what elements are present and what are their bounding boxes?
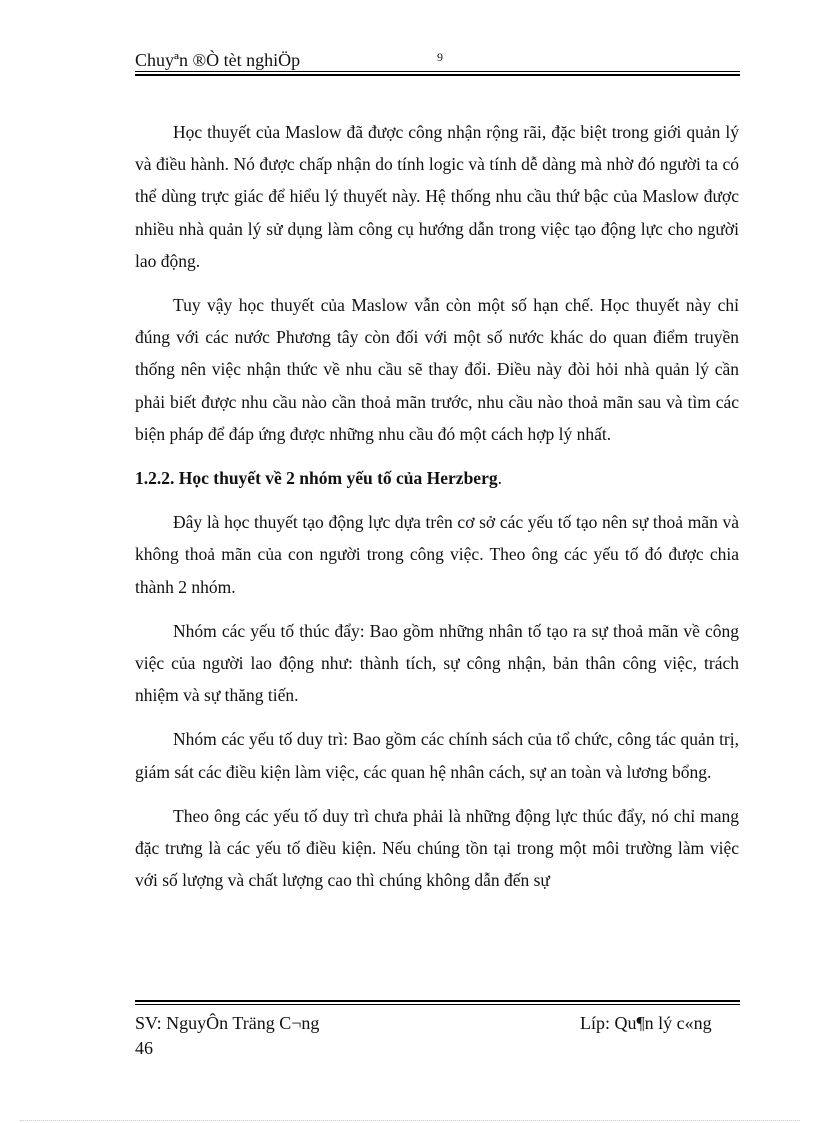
- footer-number: 46: [135, 1038, 153, 1058]
- footer-student: SV: NguyÔn Träng C¬ng: [135, 1013, 320, 1033]
- header-title: Chuyªn ®Ò tèt nghiÖp: [135, 50, 301, 70]
- header-rule-thick: [135, 74, 740, 76]
- section-heading: [135, 462, 739, 494]
- header-page-number: 9: [437, 50, 443, 64]
- section-heading-text: 1.2.2. Học thuyết về 2 nhóm yếu tố của Herzberg: [135, 468, 498, 489]
- paragraph-1: Học thuyết của Maslow đã được công nhận rộng rãi, đặc biệt trong giới quản lý và điều hành. Nó được chấp nhận do tính logic và tính dễ dàng mà nhờ đó người ta có thể dùng trực giác để hiểu lý thuyết này. Hệ thống nhu cầu thứ bậc của Maslow được nhiều nhà quản lý sử dụng làm công cụ hướng dẫn trong việc tạo động lực cho người lao động.: [135, 122, 739, 271]
- header-rule-thin: [135, 71, 740, 72]
- paragraph-4: Nhóm các yếu tố thúc đẩy: Bao gồm những nhân tố tạo ra sự thoả mãn về công việc của người lao động như: thành tích, sự công nhận, bản thân công việc, trách nhiệm và sự thăng tiến.: [135, 620, 739, 706]
- footer-class: Líp: Qu¶n lý c«ng: [580, 1013, 712, 1033]
- footer-rule-thin: [135, 1004, 740, 1005]
- paragraph-2: Tuy vậy học thuyết của Maslow vẫn còn một số hạn chế. Học thuyết này chỉ đúng với các nước Phương tây còn đối với một số nước khác do quan điểm truyền thống nên việc nhận thức về nhu cầu sẽ thay đổi. Điều này đòi hỏi nhà quản lý cần phải biết được nhu cầu nào cần thoả mãn trước, nhu cầu nào thoả mãn sau và tìm các biện pháp để đáp ứng được những nhu cầu đó một cách hợp lý nhất.: [135, 295, 739, 444]
- body-text: [135, 116, 739, 908]
- footer-rule-thick: [135, 1000, 740, 1002]
- page-edge-divider: [20, 1120, 800, 1121]
- paragraph-6: Theo ông các yếu tố duy trì chưa phải là những động lực thúc đẩy, nó chỉ mang đặc trưng là các yếu tố điều kiện. Nếu chúng tồn tại trong một môi trường làm việc với số lượng và chất lượng cao thì chúng không dẫn đến sự: [135, 805, 739, 891]
- section-heading-period: .: [497, 468, 502, 489]
- paragraph-3: Đây là học thuyết tạo động lực dựa trên cơ sở các yếu tố tạo nên sự thoả mãn và không thoả mãn của con người trong công việc. Theo ông các yếu tố đó được chia thành 2 nhóm.: [135, 512, 739, 597]
- paragraph-5: Nhóm các yếu tố duy trì: Bao gồm các chính sách của tổ chức, công tác quản trị, giám sát các điều kiện làm việc, các quan hệ nhân cách, sự an toàn và lương bổng.: [135, 729, 739, 782]
